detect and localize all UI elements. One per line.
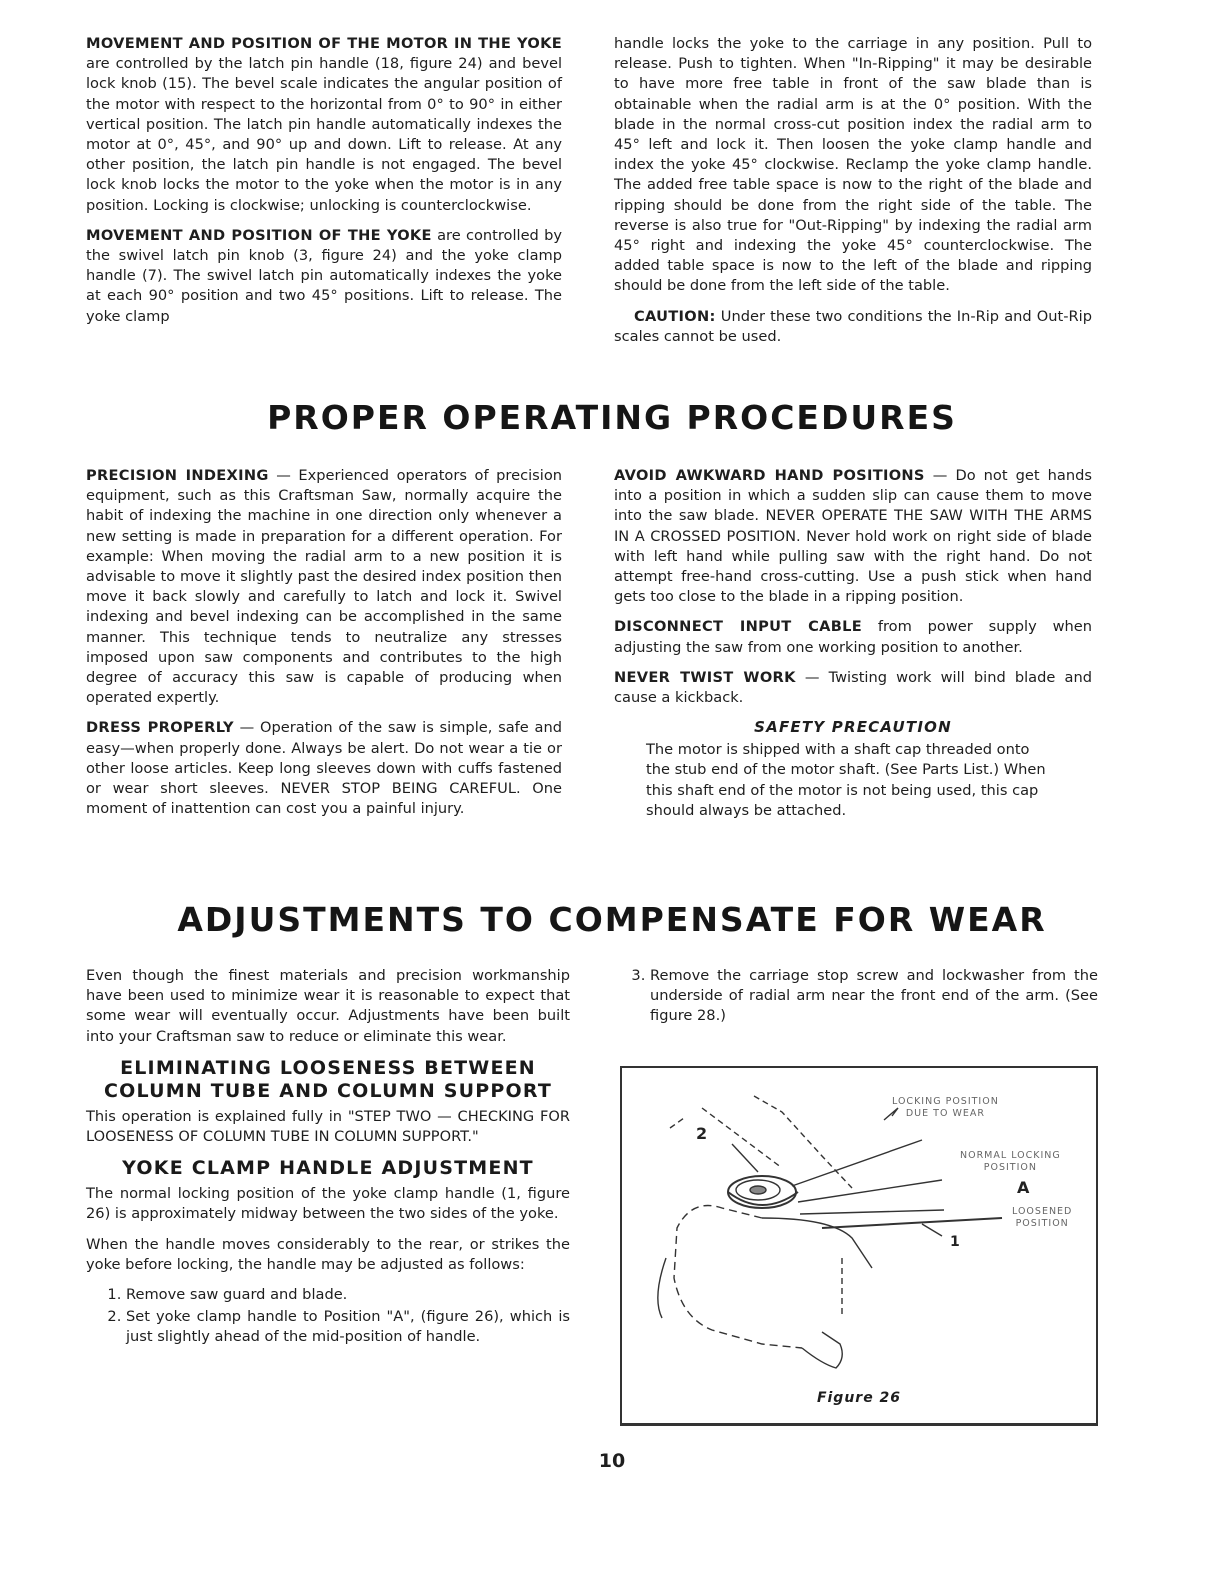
adjustment-steps-list-continued [614,966,1098,1027]
heading-adjustments-for-wear: ADJUSTMENTS TO COMPENSATE FOR WEAR [177,900,1047,939]
label-number-2: 2 [696,1124,708,1143]
list-item: 2. Set yoke clamp handle to Position "A", (figure 26), which is just slightly ahead of the mid-position of handle. [126,1307,570,1347]
figure-caption: Figure 26 [816,1390,902,1406]
subheading-yoke-clamp-adjustment: YOKE CLAMP HANDLE ADJUSTMENT [122,1157,534,1180]
label-locking-due-to-wear: LOCKING POSITION DUE TO WEAR [892,1096,999,1119]
paragraph-motor-yoke: MOVEMENT AND POSITION OF THE MOTOR IN THE YOKE are controlled by the latch pin handle (18, figure 24) and bevel lock knob (15). The bevel scale indicates the angular position of the motor with respect to the horizontal from 0° to 90° in either vertical position. The latch pin handle automatically indexes the motor at 0°, 45°, and 90° up and down. Lift to release. At any other position, the latch pin handle is not engaged. The bevel lock knob locks the motor to the yoke when the motor is in any position. Locking is clockwise; unlocking is counterclockwise. [86,35,562,214]
figure-26 [620,1066,1098,1426]
page-number: 10 [598,1450,626,1472]
proper-left-column [86,466,562,829]
paragraph-never-twist: NEVER TWIST WORK — Twisting work will bind blade and cause a kickback. [614,668,1092,707]
label-position-a: A [1017,1178,1030,1197]
paragraph-disconnect-cable: DISCONNECT INPUT CABLE from power supply when adjusting the saw from one working position to another. [614,618,1092,656]
label-loosened-position: LOOSENED POSITION [1012,1206,1073,1229]
adjust-left-column [86,966,570,1350]
heading-proper-operating-procedures: PROPER OPERATING PROCEDURES [267,398,957,437]
paragraph-dress-properly: DRESS PROPERLY — Operation of the saw is simple, safe and easy—when properly done. Always be alert. Do not wear a tie or other loose articles. Keep long sleeves down with cuffs fastened or wear short sleeves. NEVER STOP BEING CAREFUL. One moment of inattention can cost you a painful injury. [86,719,562,818]
adjust-right-column [614,966,1098,1029]
label-number-1: 1 [950,1234,960,1250]
list-item: 1. Remove saw guard and blade. [126,1285,570,1305]
paragraph-precision-indexing: PRECISION INDEXING — Experienced operators of precision equipment, such as this Craftsman Saw, normally acquire the habit of indexing the machine in one direction only whenever a new setting is made in preparation for a different operation. For example: When moving the radial arm to a new position it is advisable to move it slightly past the desired index position then move it back slowly and carefully to latch and lock it. Swivel indexing and bevel indexing can be accomplished in the same manner. This technique tends to neutralize any stresses imposed upon saw components and contributes to the high degree of accuracy this saw is capable of producing when operated expertly. [86,467,562,707]
paragraph-adjust-intro: Even though the finest materials and precision workmanship have been used to minimize wear it is reasonable to expect that some wear will eventually occur. Adjustments have been built into your Craftsman saw to reduce or eliminate this wear. [86,967,570,1045]
subheading-column-looseness: ELIMINATING LOOSENESS BETWEEN COLUMN TUBE AND COLUMN SUPPORT [103,1056,553,1102]
top-right-column [614,34,1092,357]
list-item: 3. Remove the carriage stop screw and lockwasher from the underside of radial arm near the front end of the arm. (See figure 28.) [650,966,1098,1027]
top-left-column [86,34,562,337]
proper-right-column [614,466,1092,831]
paragraph-yoke-movement: MOVEMENT AND POSITION OF THE YOKE are controlled by the swivel latch pin knob (3, figure 24) and the yoke clamp handle (7). The swivel latch pin automatically indexes the yoke at each 90° position and two 45° positions. Lift to release. The yoke clamp [86,226,562,325]
safety-precaution-body: The motor is shipped with a shaft cap threaded onto the stub end of the motor shaft. (See Parts List.) When this shaft end of the motor is not being used, this cap should always be attached. [646,741,1046,819]
paragraph-yoke-clamp: handle locks the yoke to the carriage in any position. Pull to release. Push to tighten. When "In-Ripping" it may be desirable to have more free table in front of the saw blade than is obtainable when the radial arm is at the 0° position. With the blade in the normal cross-cut position index the radial arm to 45° left and lock it. Then loosen the yoke clamp handle and index the yoke 45° clockwise. Reclamp the yoke clamp handle. The added free table space is now to the right of the blade and ripping should be done from the right side of the table. The reverse is also true for "Out-Ripping" by indexing the radial arm 45° right and indexing the yoke 45° counterclockwise. The added table space is now to the left of the blade and ripping should be done from the left side of the table. [614,35,1092,295]
safety-precaution-title: SAFETY PRECAUTION [754,718,952,737]
paragraph-awkward-hand: AVOID AWKWARD HAND POSITIONS — Do not get hands into a position in which a sudden slip can cause them to move into the saw blade. NEVER OPERATE THE SAW WITH THE ARMS IN A CROSSED POSITION. Never hold work on right side of blade with left hand while pulling saw with the right hand. Do not attempt free-hand cross-cutting. Use a push stick when hand gets too close to the blade in a ripping position. [614,467,1092,606]
label-normal-locking-position: NORMAL LOCKING POSITION [960,1150,1061,1173]
adjustment-steps-list [86,1285,570,1348]
paragraph-column-looseness: This operation is explained fully in "STEP TWO — CHECKING FOR LOOSENESS OF COLUMN TUBE IN COLUMN SUPPORT." [86,1107,570,1146]
paragraph-caution: CAUTION: Under these two conditions the In-Rip and Out-Rip scales cannot be used. [614,307,1092,345]
paragraph-yoke-handle-rear: When the handle moves considerably to the rear, or strikes the yoke before locking, the handle may be adjusted as follows: [86,1235,570,1273]
paragraph-yoke-normal-position: The normal locking position of the yoke clamp handle (1, figure 26) is approximately midway between the two sides of the yoke. [86,1185,570,1223]
